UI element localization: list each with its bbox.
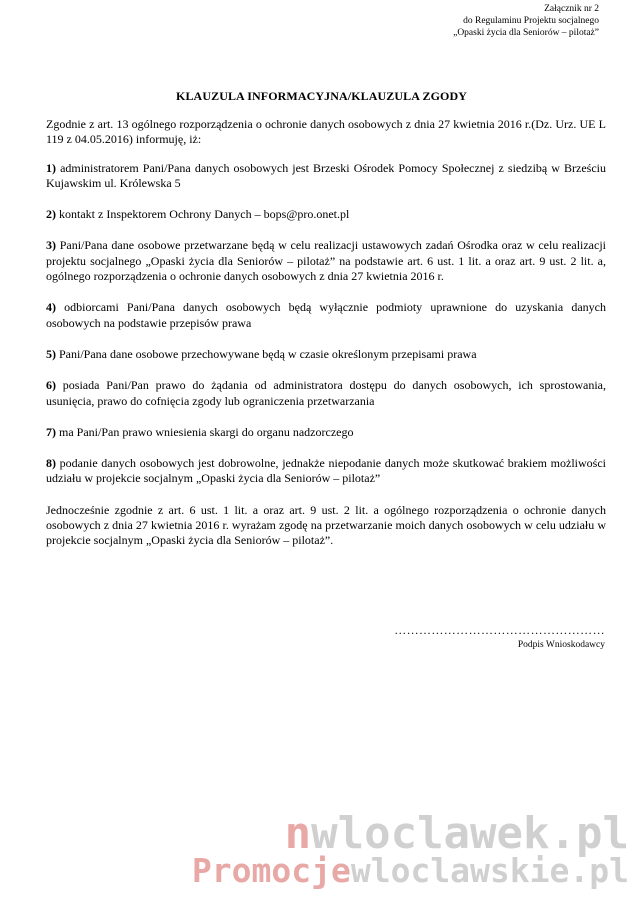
clause-text: odbiorcami Pani/Pana danych osobowych będą wyłącznie podmioty uprawnione do uzyskania danych osobowych na podstawie przepisów prawa (46, 300, 606, 330)
clause-number: 1) (46, 160, 56, 175)
clause-item-8 (46, 456, 606, 487)
document-body (46, 117, 606, 549)
clause-item-3 (46, 238, 606, 284)
clause-item-5 (46, 347, 606, 362)
clause-number: 6) (46, 378, 56, 393)
clause-text: Pani/Pana dane osobowe przechowywane będą w czasie określonym przepisami prawa (59, 346, 477, 361)
clause-number: 2) (46, 207, 56, 222)
clause-item-7 (46, 425, 606, 440)
watermark-red-part: n (284, 808, 312, 859)
watermark-gray-part: wloclawskie.pl (350, 851, 629, 890)
clause-item-2 (46, 207, 606, 222)
clause-text: posiada Pani/Pan prawo do żądania od administratora dostępu do danych osobowych, ich sprostowania, usunięcia, prawo do cofnięcia zgody lub ograniczenia przetwarzania (46, 378, 607, 408)
consent-paragraph: Jednocześnie zgodnie z art. 6 ust. 1 lit. a oraz art. 9 ust. 2 lit. a ogólnego rozporządzenia o ochronie danych osobowych z dnia 27 kwietnia 2016 r. wyrażam zgodę na przetwarzanie moich danych osobowych w celu udziału w projekcie socjalnym „Opaski życia dla Seniorów – pilotaż”. (46, 502, 606, 548)
intro-paragraph: Zgodnie z art. 13 ogólnego rozporządzenia o ochronie danych osobowych z dnia 27 kwietnia 2016 r.(Dz. Urz. UE L 119 z 04.05.2016) informuję, iż: (46, 117, 606, 147)
clause-text: ma Pani/Pan prawo wniesienia skargi do organu nadzorczego (59, 424, 354, 439)
clause-item-4 (46, 300, 606, 331)
clause-text: podanie danych osobowych jest dobrowolne, jednakże niepodanie danych może skutkować brakiem możliwości udziału w projekcie socjalnym „Opaski życia dla Seniorów – pilotaż” (46, 456, 606, 486)
clause-number: 8) (46, 456, 56, 471)
attachment-line-2: do Regulaminu Projektu socjalnego (463, 16, 599, 27)
clause-text: kontakt z Inspektorem Ochrony Danych – bops@pro.onet.pl (59, 207, 350, 222)
clause-item-1 (46, 161, 606, 192)
clause-number: 3) (46, 238, 56, 253)
document-title: KLAUZULA INFORMACYJNA/KLAUZULA ZGODY (176, 89, 467, 103)
watermark-logo-line-2 (192, 851, 629, 890)
attachment-note (299, 3, 599, 40)
clause-text: administratorem Pani/Pana danych osobowych jest Brzeski Ośrodek Pomocy Społecznej z siedzibą w Brześciu Kujawskim ul. Królewska 5 (46, 160, 607, 190)
signature-label: Podpis Wnioskodawcy (517, 640, 605, 650)
watermark-gray-part: wloclawek.pl (311, 808, 629, 859)
clause-number: 4) (46, 300, 56, 315)
attachment-line-3: „Opaski życia dla Seniorów – pilotaż” (453, 28, 599, 39)
clause-number: 5) (46, 346, 56, 361)
clause-number: 7) (46, 424, 56, 439)
clause-item-6 (46, 378, 606, 409)
attachment-line-1: Załącznik nr 2 (544, 4, 599, 14)
clause-text: Pani/Pana dane osobowe przetwarzane będą w celu realizacji ustawowych zadań Ośrodka oraz w celu realizacji projektu socjalnego „Opaski życia dla Seniorów – pilotaż” na podstawie art. 6 ust. 1 lit. a oraz art. 9 ust. 2 lit. a, ogólnego rozporządzenia o ochronie danych osobowych z dnia 27 kwietnia 2016 r. (46, 238, 607, 284)
watermark-red-part: Promocje (191, 851, 351, 890)
signature-line: …………………………………………… (394, 623, 605, 637)
